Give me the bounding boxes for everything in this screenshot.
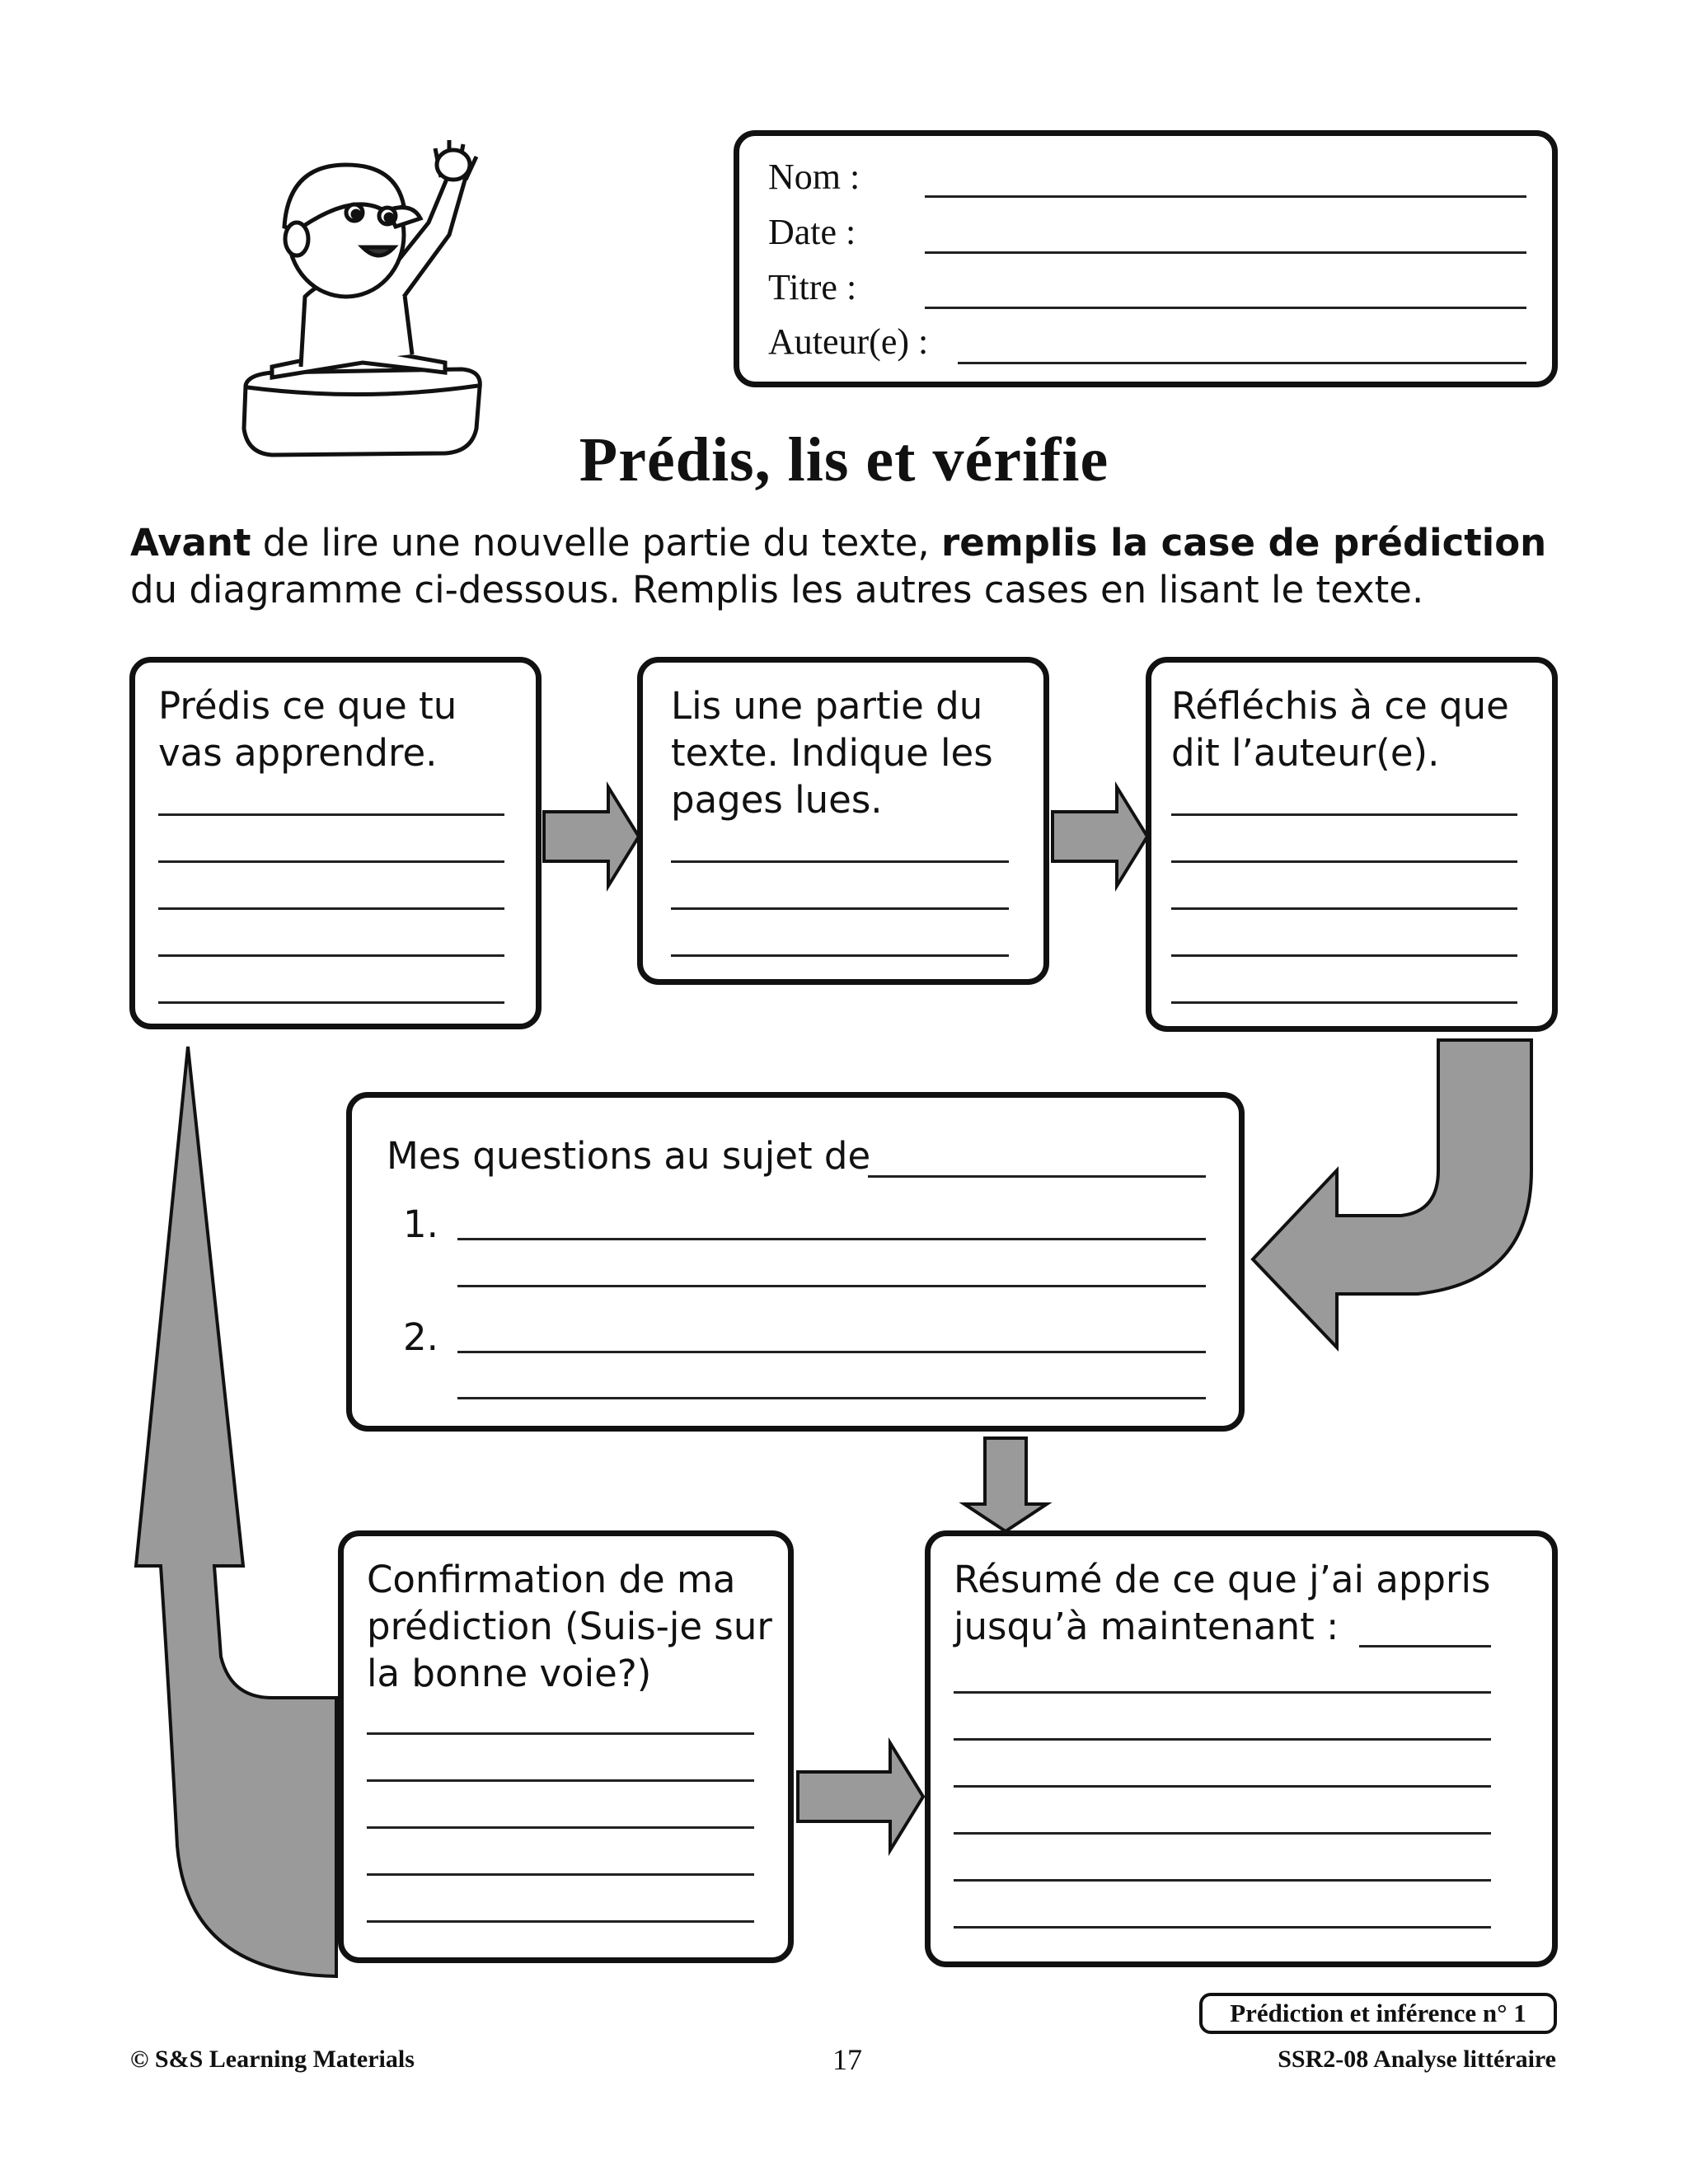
- predict-box: [129, 657, 542, 1029]
- confirm-line[interactable]: [367, 1920, 754, 1923]
- question-2-number: 2.: [403, 1315, 438, 1359]
- instructions-avant: Avant: [130, 521, 251, 565]
- summary-line[interactable]: [954, 1691, 1491, 1694]
- arrow-confirm-to-summary: [798, 1743, 923, 1850]
- student-info-box: [734, 130, 1558, 387]
- date-label: Date :: [768, 212, 856, 252]
- summary-line[interactable]: [954, 1832, 1491, 1835]
- instructions: [130, 519, 1581, 613]
- predict-line[interactable]: [158, 954, 504, 957]
- summary-line[interactable]: [954, 1879, 1491, 1882]
- question-1-line[interactable]: [457, 1285, 1206, 1287]
- arrow-reflect-to-questions: [1253, 1040, 1531, 1347]
- predict-line[interactable]: [158, 907, 504, 910]
- read-line[interactable]: [671, 954, 1009, 957]
- arrow-questions-to-summary: [964, 1438, 1047, 1531]
- confirm-line[interactable]: [367, 1826, 754, 1829]
- confirm-line[interactable]: [367, 1779, 754, 1782]
- questions-prompt: Mes questions au sujet de: [387, 1134, 871, 1178]
- read-prompt: Lis une partie du texte. Indique les pages lues.: [671, 684, 993, 822]
- confirm-line[interactable]: [367, 1873, 754, 1876]
- date-input-line[interactable]: [925, 251, 1526, 254]
- summary-line[interactable]: [954, 1926, 1491, 1929]
- instructions-part1: de lire une nouvelle partie du texte,: [251, 521, 942, 565]
- arrow-predict-to-read: [544, 787, 639, 886]
- product-code: SSR2-08 Analyse littéraire: [1278, 2046, 1556, 2073]
- author-label: Auteur(e) :: [768, 321, 929, 362]
- page-number: 17: [832, 2043, 862, 2076]
- predict-line[interactable]: [158, 860, 504, 863]
- instructions-bold: remplis la case de prédiction: [941, 521, 1547, 565]
- questions-topic-line[interactable]: [868, 1175, 1206, 1178]
- reflect-line[interactable]: [1171, 860, 1517, 863]
- summary-topic-line[interactable]: [1359, 1645, 1491, 1647]
- series-badge: Prédiction et inférence n° 1: [1199, 1993, 1557, 2034]
- instructions-part2: du diagramme ci-dessous. Remplis les autres cases en lisant le texte.: [130, 568, 1424, 612]
- page-title: Prédis, lis et vérifie: [579, 425, 1109, 494]
- name-input-line[interactable]: [925, 195, 1526, 198]
- confirm-prompt: Confirmation de ma prédiction (Suis-je sur la bonne voie?): [367, 1558, 772, 1695]
- question-2-line[interactable]: [457, 1397, 1206, 1399]
- question-2-line[interactable]: [457, 1351, 1206, 1353]
- student-raising-hand-illustration: [244, 140, 480, 455]
- predict-line[interactable]: [158, 813, 504, 816]
- copyright: © S&S Learning Materials: [130, 2046, 415, 2073]
- reflect-line[interactable]: [1171, 813, 1517, 816]
- confirm-line[interactable]: [367, 1732, 754, 1735]
- reflect-line[interactable]: [1171, 1001, 1517, 1004]
- question-1-number: 1.: [403, 1202, 438, 1246]
- arrow-read-to-reflect: [1053, 787, 1147, 886]
- read-line[interactable]: [671, 907, 1009, 910]
- author-input-line[interactable]: [958, 362, 1526, 364]
- title-input-line[interactable]: [925, 307, 1526, 309]
- summary-line[interactable]: [954, 1785, 1491, 1788]
- reflect-prompt: Réfléchis à ce que dit l’auteur(e).: [1171, 684, 1509, 775]
- summary-prompt: Résumé de ce que j’ai appris jusqu’à maintenant :: [954, 1558, 1491, 1648]
- confirm-box: [338, 1530, 794, 1963]
- questions-box: [346, 1092, 1245, 1432]
- arrow-confirm-to-predict: [136, 1047, 336, 1976]
- reflect-line[interactable]: [1171, 954, 1517, 957]
- reflect-box: [1146, 657, 1558, 1032]
- title-label: Titre :: [768, 267, 857, 307]
- summary-box: [925, 1530, 1558, 1967]
- question-1-line[interactable]: [457, 1238, 1206, 1240]
- predict-prompt: Prédis ce que tu vas apprendre.: [158, 684, 457, 775]
- read-line[interactable]: [671, 860, 1009, 863]
- name-label: Nom :: [768, 157, 860, 197]
- reflect-line[interactable]: [1171, 907, 1517, 910]
- predict-line[interactable]: [158, 1001, 504, 1004]
- summary-line[interactable]: [954, 1738, 1491, 1741]
- read-box: [637, 657, 1049, 985]
